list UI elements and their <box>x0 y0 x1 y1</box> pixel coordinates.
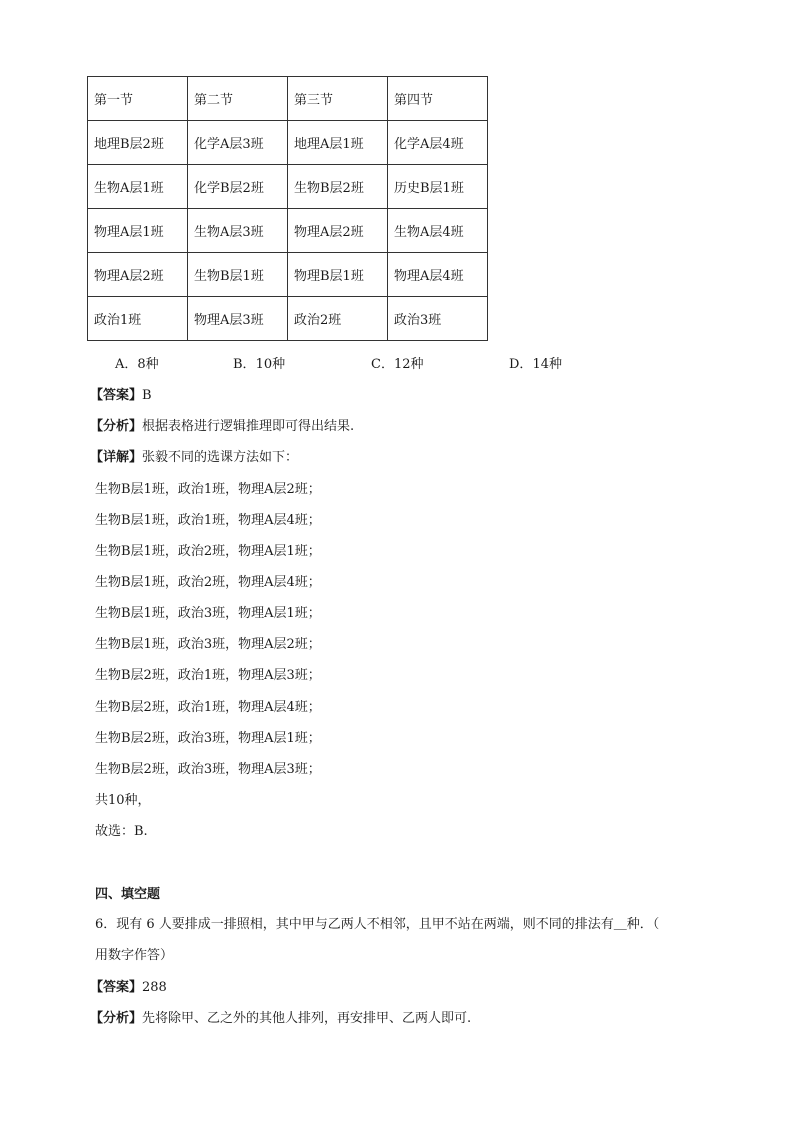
table-cell: 物理B层1班 <box>288 253 388 297</box>
table-cell: 政治2班 <box>288 297 388 341</box>
analysis-line <box>90 1009 471 1029</box>
table-row <box>88 297 488 341</box>
table-cell: 生物B层2班 <box>288 165 388 209</box>
table-cell: 化学A层4班 <box>388 121 488 165</box>
table-cell: 物理A层4班 <box>388 253 488 297</box>
detail-line <box>90 448 298 468</box>
answer-line <box>90 386 152 406</box>
option-d <box>509 353 562 372</box>
option-b <box>233 353 285 372</box>
analysis-line <box>90 417 354 437</box>
table-cell: 地理B层2班 <box>88 121 188 165</box>
answer-tag: 【答案】 <box>90 388 143 403</box>
table-cell: 化学B层2班 <box>188 165 288 209</box>
method-line: 生物B层1班，政治2班，物理A层1班； <box>95 544 321 559</box>
table-row <box>88 165 488 209</box>
table-cell: 物理A层2班 <box>288 209 388 253</box>
section-heading: 四、填空题 <box>95 887 161 902</box>
table-cell: 生物A层4班 <box>388 209 488 253</box>
method-line: 生物B层1班，政治2班，物理A层4班； <box>95 575 321 590</box>
method-line: 生物B层1班，政治3班，物理A层1班； <box>95 606 321 621</box>
analysis-tag: 【分析】 <box>90 419 143 434</box>
table-cell: 生物B层1班 <box>188 253 288 297</box>
option-text: 14种 <box>532 357 562 372</box>
choose-line: 故选：B. <box>95 824 148 839</box>
method-line: 生物B层2班，政治1班，物理A层3班； <box>95 668 321 683</box>
method-line: 生物B层2班，政治1班，物理A层4班； <box>95 700 321 715</box>
question-line: 6．现有 6 人要排成一排照相，其中甲与乙两人不相邻，且甲不站在两端，则不同的排法有＿种．（ <box>95 917 660 932</box>
table-cell: 政治1班 <box>88 297 188 341</box>
table-row <box>88 253 488 297</box>
answer-options <box>115 353 595 373</box>
table-cell: 物理A层3班 <box>188 297 288 341</box>
analysis-text: 根据表格进行逻辑推理即可得出结果. <box>142 419 355 434</box>
answer-tag: 【答案】 <box>90 980 143 995</box>
method-line: 生物B层1班，政治3班，物理A层2班； <box>95 637 321 652</box>
table-cell: 物理A层1班 <box>88 209 188 253</box>
table-cell: 生物A层1班 <box>88 165 188 209</box>
table-cell: 历史B层1班 <box>388 165 488 209</box>
table-header-cell: 第三节 <box>288 77 388 121</box>
method-line: 生物B层2班，政治3班，物理A层1班； <box>95 731 321 746</box>
table-cell: 化学A层3班 <box>188 121 288 165</box>
option-text: 12种 <box>393 357 424 372</box>
method-line: 生物B层2班，政治3班，物理A层3班； <box>95 762 321 777</box>
table-cell: 生物A层3班 <box>188 209 288 253</box>
option-letter: B． <box>233 357 256 372</box>
table-row <box>88 209 488 253</box>
question-line: 用数字作答） <box>95 948 174 963</box>
table-cell: 政治3班 <box>388 297 488 341</box>
table-header-cell: 第四节 <box>388 77 488 121</box>
analysis-tag: 【分析】 <box>90 1011 143 1026</box>
table-header-row <box>88 77 488 121</box>
option-text: 8种 <box>137 357 159 372</box>
table-row <box>88 121 488 165</box>
table-header-cell: 第二节 <box>188 77 288 121</box>
detail-text: 张毅不同的选课方法如下： <box>142 450 299 465</box>
detail-tag: 【详解】 <box>90 450 143 465</box>
table-header-cell: 第一节 <box>88 77 188 121</box>
option-a <box>115 353 159 372</box>
method-line: 生物B层1班，政治1班，物理A层2班； <box>95 482 321 497</box>
option-letter: C． <box>371 357 394 372</box>
analysis-text: 先将除甲、乙之外的其他人排列，再安排甲、乙两人即可. <box>142 1011 472 1026</box>
option-letter: A． <box>115 357 138 372</box>
option-letter: D． <box>509 357 533 372</box>
schedule-table <box>87 76 488 341</box>
option-c <box>371 353 424 372</box>
table-cell: 地理A层1班 <box>288 121 388 165</box>
table-cell: 物理A层2班 <box>88 253 188 297</box>
answer-text: 288 <box>142 980 167 995</box>
total-line: 共10种， <box>95 793 151 808</box>
option-text: 10种 <box>255 357 286 372</box>
method-line: 生物B层1班，政治1班，物理A层4班； <box>95 513 321 528</box>
answer-text: B <box>142 388 152 403</box>
answer-line <box>90 978 167 998</box>
